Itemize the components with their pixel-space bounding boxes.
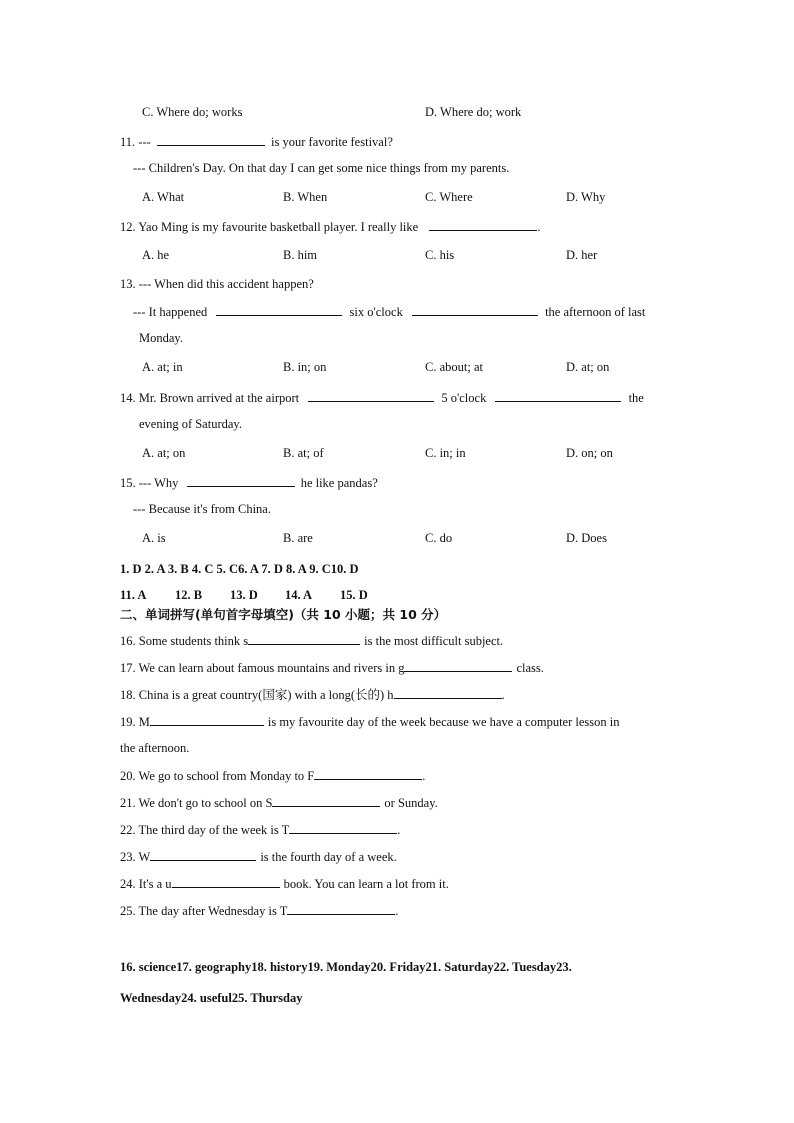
answer-blank: [429, 218, 537, 231]
q11-option-b: B. When: [283, 190, 328, 204]
q13-reply: [133, 303, 645, 320]
q13-option-c: C. about; at: [425, 360, 483, 374]
answer-key-2-line-1: 16. science17. geography18. history19. Monday20. Friday21. Saturday22. Tuesday23.: [120, 960, 572, 974]
question-14: [120, 389, 644, 406]
question-22: [120, 821, 400, 838]
q11-option-d: D. Why: [566, 190, 606, 204]
q11-prefix: 11. ---: [120, 135, 151, 149]
q21-end: or Sunday.: [384, 796, 438, 810]
q15-option-c: C. do: [425, 531, 453, 545]
q21-start: 21. We don't go to school on S: [120, 796, 273, 810]
answer-blank: [150, 713, 264, 726]
q16-start: 16. Some students think s: [120, 634, 249, 648]
q13-option-b: B. in; on: [283, 360, 327, 374]
answer-blank: [187, 474, 295, 487]
q24-start: 24. It's a u: [120, 877, 172, 891]
q12-option-d: D. her: [566, 248, 598, 262]
answer-blank: [172, 875, 280, 888]
q18-end: .: [501, 688, 505, 702]
question-18: [120, 686, 505, 703]
q25-end: .: [395, 904, 399, 918]
answer-key-row-2: [120, 587, 395, 603]
q14-option-c: C. in; in: [425, 446, 466, 460]
q22-start: 22. The third day of the week is T: [120, 823, 290, 837]
q17-start: 17. We can learn about famous mountains and rivers in g: [120, 661, 405, 675]
q20-start: 20. We go to school from Monday to F: [120, 769, 315, 783]
q13-reply-mid: six o'clock: [349, 305, 403, 319]
q17-end: class.: [516, 661, 544, 675]
answer-item: 15. D: [340, 588, 368, 602]
question-23: [120, 848, 397, 865]
question-24: [120, 875, 449, 892]
q11-option-c: C. Where: [425, 190, 473, 204]
q11-reply: --- Children's Day. On that day I can get some nice things from my parents.: [133, 161, 510, 175]
question-17: [120, 659, 544, 676]
q24-end: book. You can learn a lot from it.: [283, 877, 449, 891]
answer-blank: [495, 389, 621, 402]
answer-blank: [248, 632, 360, 645]
q23-start: 23. W: [120, 850, 151, 864]
q14-end: the: [628, 391, 644, 405]
q19-end: is my favourite day of the week because we have a computer lesson in: [267, 715, 620, 729]
answer-key-row-1: 1. D 2. A 3. B 4. C 5. C6. A 7. D 8. A 9. C10. D: [120, 562, 359, 576]
answer-key-2-line-2: Wednesday24. useful25. Thursday: [120, 991, 303, 1005]
q14-cont: evening of Saturday.: [139, 417, 242, 431]
answer-blank: [412, 303, 538, 316]
answer-blank: [314, 767, 422, 780]
q13-option-a: A. at; in: [142, 360, 183, 374]
q11-text: is your favorite festival?: [271, 135, 393, 149]
answer-blank: [289, 821, 397, 834]
q20-end: .: [422, 769, 426, 783]
q15-start: 15. --- Why: [120, 476, 179, 490]
answer-item: 14. A: [285, 588, 313, 602]
answer-blank: [150, 848, 256, 861]
q15-reply: --- Because it's from China.: [133, 502, 271, 516]
question-13: 13. --- When did this accident happen?: [120, 277, 314, 291]
answer-blank: [157, 133, 265, 146]
q15-option-b: B. are: [283, 531, 313, 545]
question-20: [120, 767, 425, 784]
q13-option-d: D. at; on: [566, 360, 610, 374]
q11-option-a: A. What: [142, 190, 185, 204]
question-21: [120, 794, 438, 811]
q12-end: .: [537, 220, 541, 234]
q15-end: he like pandas?: [300, 476, 378, 490]
answer-blank: [404, 659, 512, 672]
answer-item: 13. D: [230, 588, 258, 602]
q12-text: 12. Yao Ming is my favourite basketball player. I really like: [120, 220, 419, 234]
question-16: [120, 632, 503, 649]
q12-option-c: C. his: [425, 248, 455, 262]
q13-reply-start: --- It happened: [133, 305, 208, 319]
q14-option-b: B. at; of: [283, 446, 324, 460]
q13-reply-end: the afternoon of last: [545, 305, 646, 319]
answer-blank: [308, 389, 434, 402]
section-2-title: 二、单词拼写(单句首字母填空)（共 10 小题；共 10 分）: [120, 607, 447, 622]
q14-mid: 5 o'clock: [441, 391, 487, 405]
q23-end: is the fourth day of a week.: [260, 850, 397, 864]
q12-option-b: B. him: [283, 248, 318, 262]
q19-cont: the afternoon.: [120, 741, 190, 755]
q14-option-a: A. at; on: [142, 446, 186, 460]
q10-option-d: D. Where do; work: [425, 105, 522, 119]
q18-start: 18. China is a great country(国家) with a long(长的) h: [120, 688, 394, 702]
q13-reply-cont: Monday.: [139, 331, 183, 345]
q15-option-d: D. Does: [566, 531, 607, 545]
question-12: [120, 218, 540, 235]
q14-option-d: D. on; on: [566, 446, 613, 460]
q25-start: 25. The day after Wednesday is T: [120, 904, 288, 918]
q16-end: is the most difficult subject.: [364, 634, 504, 648]
answer-item: 12. B: [175, 588, 203, 602]
q10-option-c: C. Where do; works: [142, 105, 243, 119]
q15-option-a: A. is: [142, 531, 166, 545]
question-11: [120, 133, 393, 150]
answer-blank: [272, 794, 380, 807]
question-19: [120, 713, 620, 730]
q19-start: 19. M: [120, 715, 150, 729]
answer-item: 11. A: [120, 588, 147, 602]
answer-blank: [394, 686, 502, 699]
question-25: [120, 902, 398, 919]
q12-option-a: A. he: [142, 248, 170, 262]
answer-blank: [287, 902, 395, 915]
q14-start: 14. Mr. Brown arrived at the airport: [120, 391, 300, 405]
q22-end: .: [397, 823, 401, 837]
answer-blank: [216, 303, 342, 316]
question-15: [120, 474, 378, 491]
